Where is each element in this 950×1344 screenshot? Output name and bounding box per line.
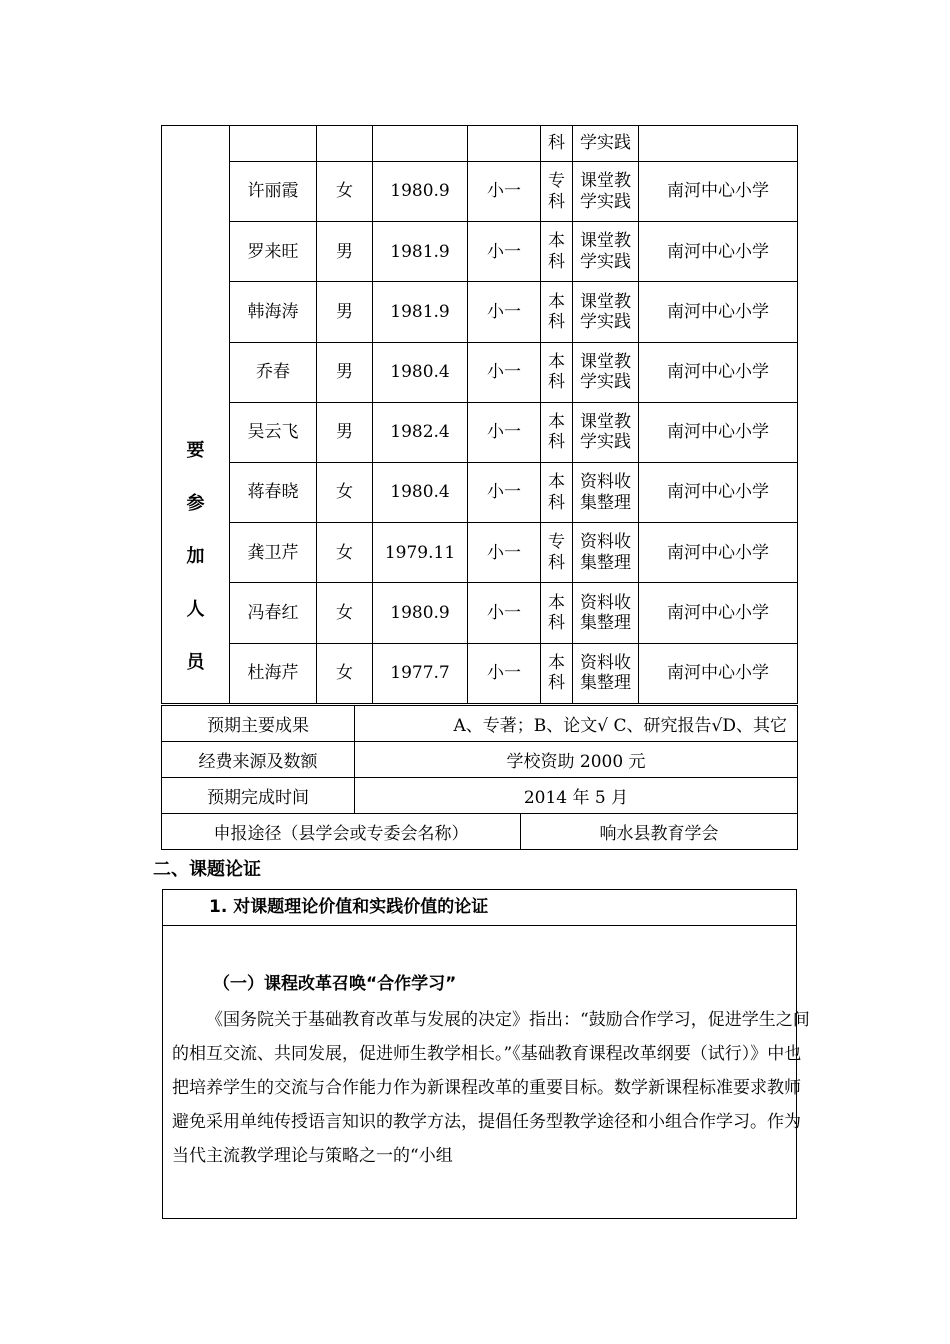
unit-cell: 南河中心小学 (639, 222, 798, 282)
task-cell: 资料收 集整理 (573, 583, 639, 643)
position-cell: 小一 (468, 643, 541, 703)
birth-cell: 1980.4 (373, 342, 468, 402)
position-cell: 小一 (468, 523, 541, 583)
funding-value: 学校资助 2000 元 (355, 742, 798, 778)
gender-cell: 女 (317, 583, 373, 643)
task-cell: 资料收 集整理 (573, 643, 639, 703)
group-label-char: 参 (186, 492, 205, 514)
completion-value: 2014 年 5 月 (355, 778, 798, 814)
task-cell: 课堂教 学实践 (573, 222, 639, 282)
name-cell: 许丽霞 (230, 162, 317, 222)
position-cell: 小一 (468, 162, 541, 222)
name-cell: 龚卫芹 (230, 523, 317, 583)
unit-cell: 南河中心小学 (639, 402, 798, 462)
table-row (162, 643, 798, 703)
table-row (162, 778, 798, 814)
route-label: 申报途径（县学会或专委会名称） (162, 814, 521, 850)
birth-cell: 1980.9 (373, 162, 468, 222)
gender-cell: 女 (317, 523, 373, 583)
unit-cell (639, 126, 798, 162)
completion-label: 预期完成时间 (162, 778, 355, 814)
group-label-char: 员 (186, 651, 205, 673)
education-cell: 本 科 (541, 583, 573, 643)
group-label-char: 加 (186, 545, 205, 567)
argument-box-title: 1. 对课题理论价值和实践价值的论证 (163, 890, 796, 926)
body-paragraph: 《国务院关于基础教育改革与发展的决定》指出：“鼓励合作学习，促进学生之间的相互交流、共同发展，促进师生教学相长。”《基础教育课程改革纲要（试行）》中也把培养学生的交流与合作能力作为新课程改革的重要目标。数学新课程标准要求教师避免采用单纯传授语言知识的教学方法，提倡任务型教学途径和小组合作学习。作为当代主流教学理论与策略之一的“小组 (172, 1010, 810, 1166)
participants-group-label (162, 126, 230, 704)
unit-cell: 南河中心小学 (639, 282, 798, 342)
task-cell: 学实践 (573, 126, 639, 162)
table-row (162, 222, 798, 282)
gender-cell: 女 (317, 162, 373, 222)
position-cell: 小一 (468, 402, 541, 462)
sub-heading: （一）课程改革召唤“合作学习” (213, 974, 457, 994)
route-value: 响水县教育学会 (521, 814, 798, 850)
education-cell: 本 科 (541, 282, 573, 342)
position-cell: 小一 (468, 222, 541, 282)
gender-cell (317, 126, 373, 162)
education-cell: 科 (541, 126, 573, 162)
unit-cell: 南河中心小学 (639, 342, 798, 402)
position-cell (468, 126, 541, 162)
name-cell: 杜海芹 (230, 643, 317, 703)
birth-cell: 1981.9 (373, 282, 468, 342)
gender-cell: 女 (317, 462, 373, 522)
position-cell: 小一 (468, 282, 541, 342)
outcomes-value: A、专著；B、论文√ C、研究报告√D、其它 (355, 706, 798, 742)
name-cell: 蒋春晓 (230, 462, 317, 522)
gender-cell: 女 (317, 643, 373, 703)
argument-box (162, 889, 810, 1219)
table-row (162, 523, 798, 583)
education-cell: 本 科 (541, 222, 573, 282)
position-cell: 小一 (468, 583, 541, 643)
outcomes-label: 预期主要成果 (162, 706, 355, 742)
birth-cell: 1982.4 (373, 402, 468, 462)
name-cell: 韩海涛 (230, 282, 317, 342)
group-label-char: 要 (186, 439, 205, 461)
task-cell: 课堂教 学实践 (573, 162, 639, 222)
education-cell: 专 科 (541, 523, 573, 583)
table-row (162, 583, 798, 643)
task-cell: 课堂教 学实践 (573, 342, 639, 402)
participants-table (161, 125, 798, 704)
task-cell: 课堂教 学实践 (573, 402, 639, 462)
education-cell: 本 科 (541, 402, 573, 462)
table-row (162, 126, 798, 162)
birth-cell: 1977.7 (373, 643, 468, 703)
gender-cell: 男 (317, 282, 373, 342)
gender-cell: 男 (317, 222, 373, 282)
education-cell: 本 科 (541, 643, 573, 703)
birth-cell: 1980.9 (373, 583, 468, 643)
table-row (162, 402, 798, 462)
task-cell: 资料收 集整理 (573, 523, 639, 583)
table-row (162, 814, 798, 850)
unit-cell: 南河中心小学 (639, 583, 798, 643)
task-cell: 资料收 集整理 (573, 462, 639, 522)
name-cell: 乔春 (230, 342, 317, 402)
table-row (162, 342, 798, 402)
name-cell: 吴云飞 (230, 402, 317, 462)
birth-cell (373, 126, 468, 162)
birth-cell: 1981.9 (373, 222, 468, 282)
name-cell (230, 126, 317, 162)
name-cell: 罗来旺 (230, 222, 317, 282)
name-cell: 冯春红 (230, 583, 317, 643)
table-row (162, 742, 798, 778)
group-label-char: 人 (186, 598, 205, 620)
unit-cell: 南河中心小学 (639, 643, 798, 703)
table-row (162, 162, 798, 222)
unit-cell: 南河中心小学 (639, 462, 798, 522)
gender-cell: 男 (317, 342, 373, 402)
table-row (162, 282, 798, 342)
table-row (162, 462, 798, 522)
summary-table (161, 705, 798, 850)
position-cell: 小一 (468, 342, 541, 402)
education-cell: 本 科 (541, 462, 573, 522)
birth-cell: 1980.4 (373, 462, 468, 522)
birth-cell: 1979.11 (373, 523, 468, 583)
gender-cell: 男 (317, 402, 373, 462)
education-cell: 本 科 (541, 342, 573, 402)
table-row (162, 706, 798, 742)
unit-cell: 南河中心小学 (639, 162, 798, 222)
section-heading: 二、课题论证 (153, 859, 261, 880)
unit-cell: 南河中心小学 (639, 523, 798, 583)
task-cell: 课堂教 学实践 (573, 282, 639, 342)
position-cell: 小一 (468, 462, 541, 522)
funding-label: 经费来源及数额 (162, 742, 355, 778)
education-cell: 专 科 (541, 162, 573, 222)
